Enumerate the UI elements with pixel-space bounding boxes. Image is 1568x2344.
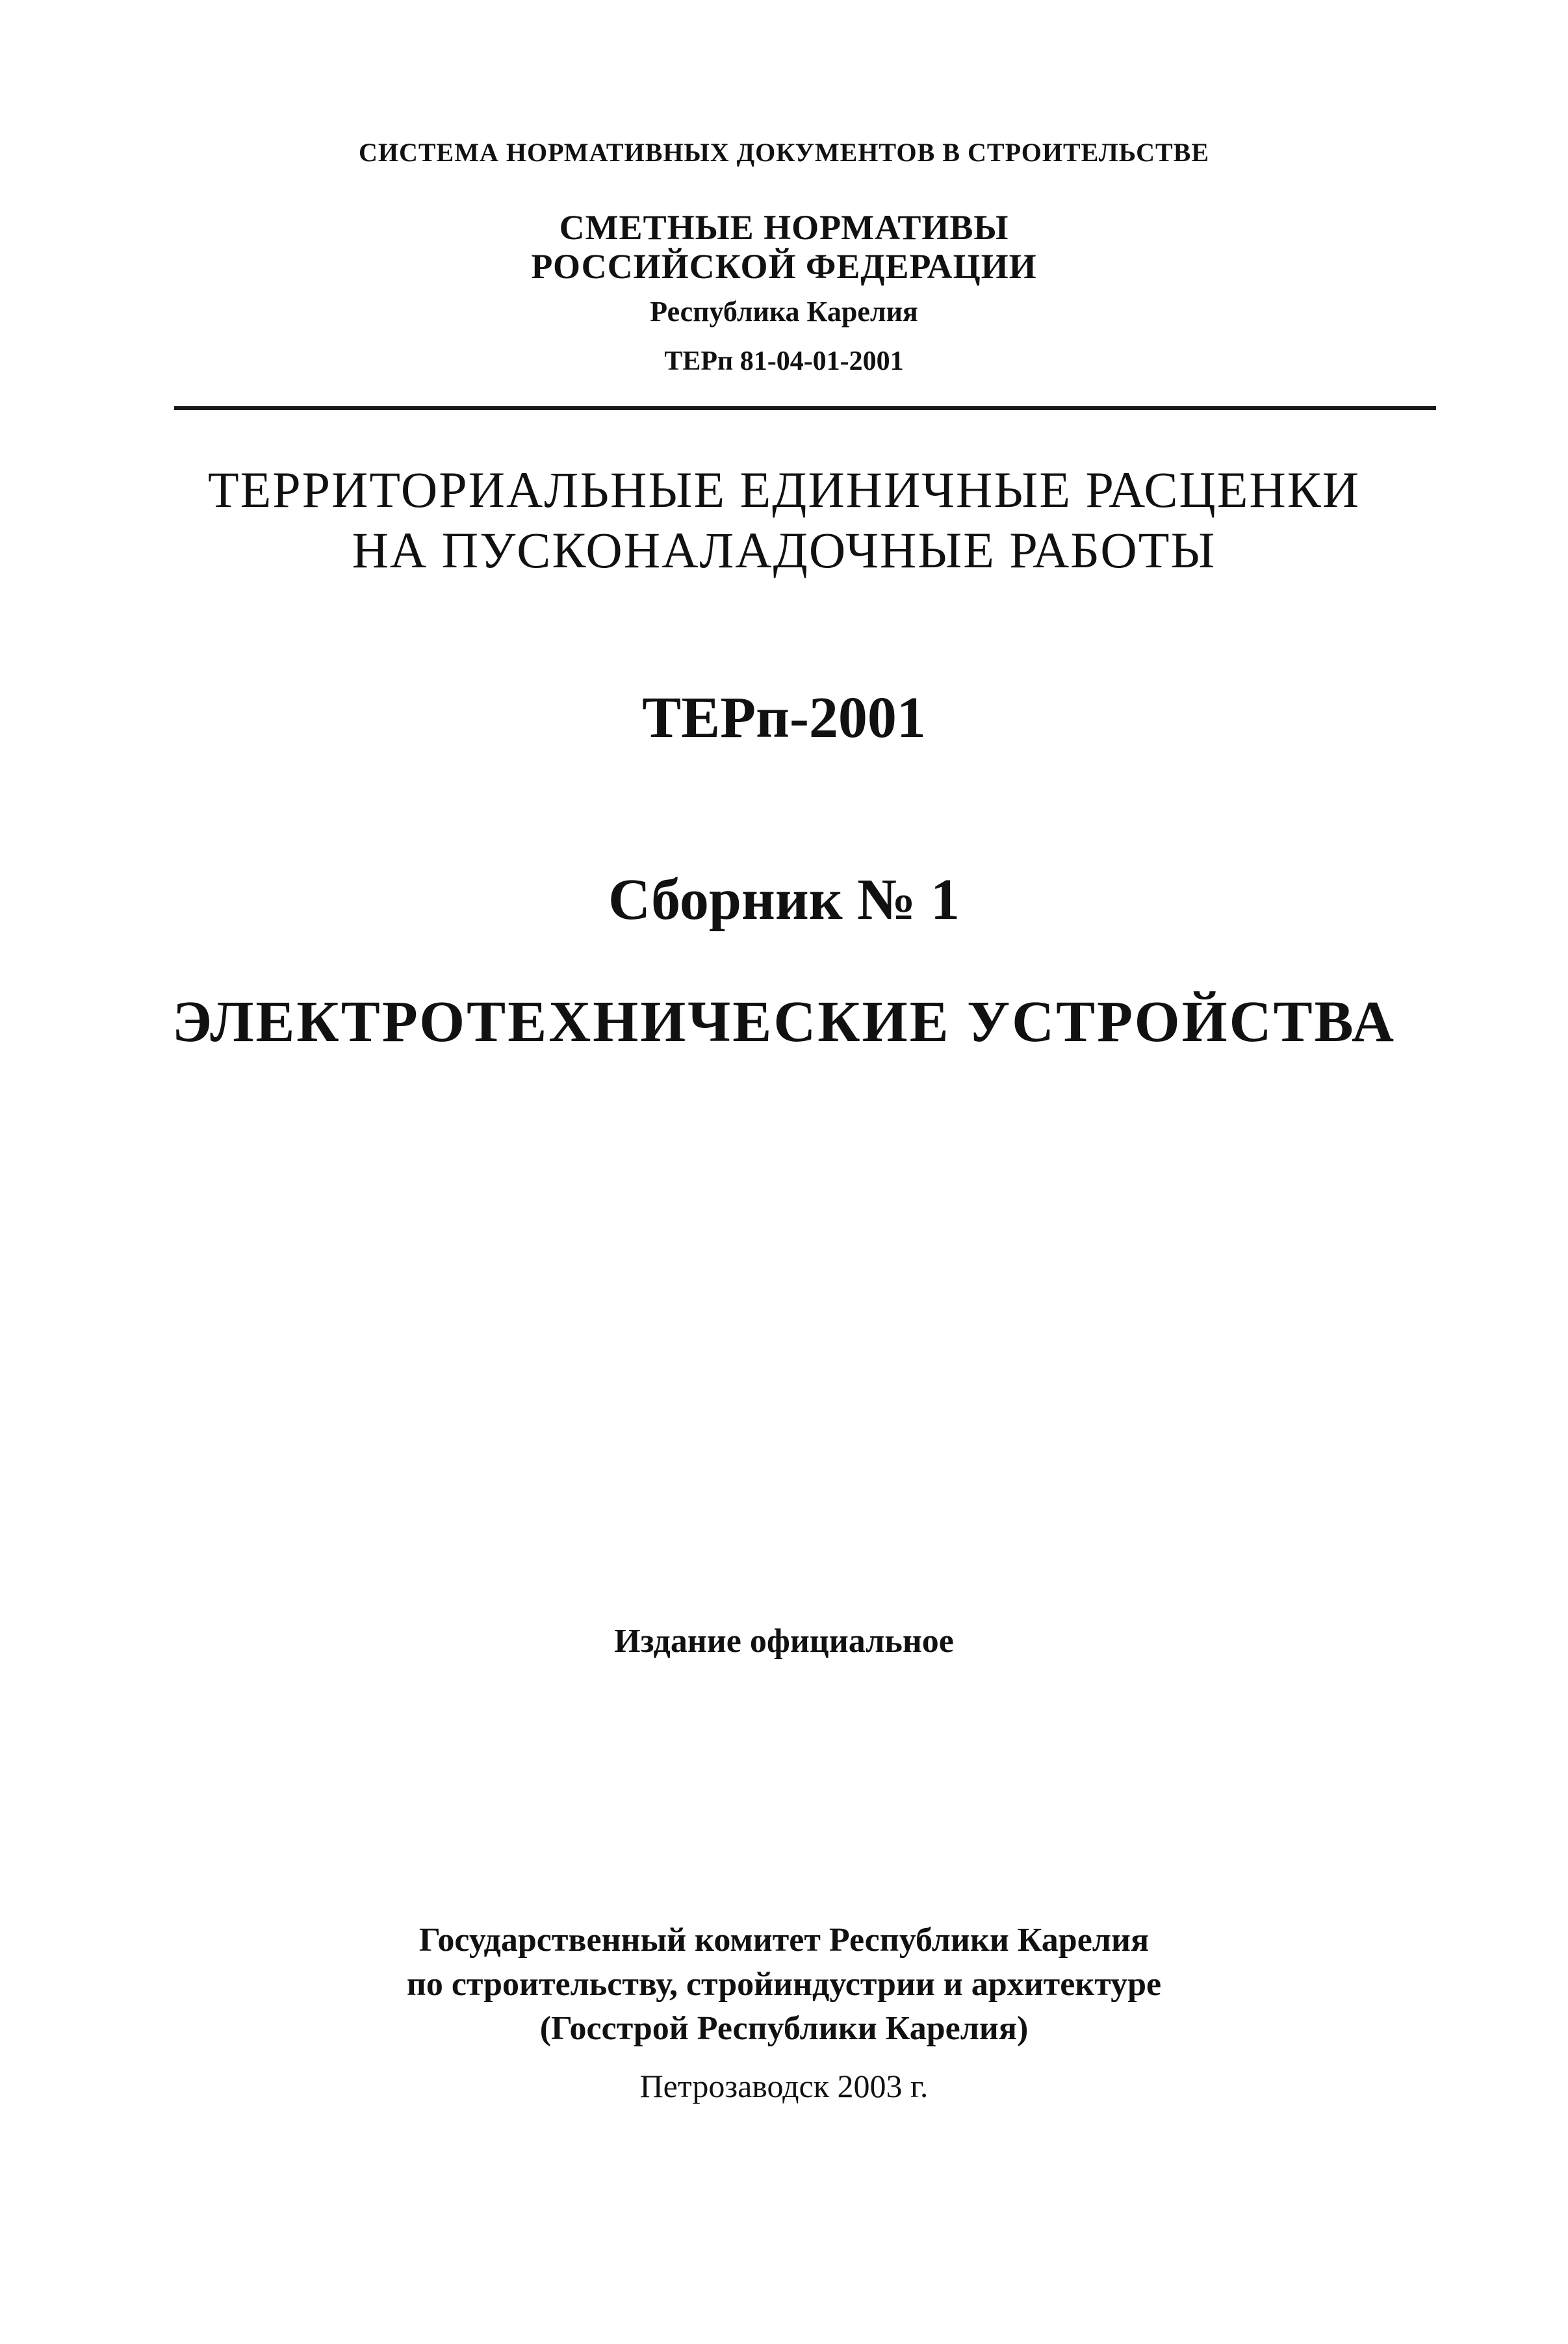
main-title-line-1: ТЕРРИТОРИАЛЬНЫЕ ЕДИНИЧНЫЕ РАСЦЕНКИ xyxy=(207,461,1361,518)
short-title: ТЕРп-2001 xyxy=(642,686,926,750)
collection-number: Сборник № 1 xyxy=(608,868,960,932)
publisher-line-1: Государственный комитет Республики Карелия xyxy=(418,1922,1150,1959)
collection-subject: ЭЛЕКТРОТЕХНИЧЕСКИЕ УСТРОЙСТВА xyxy=(172,990,1396,1054)
document-code: ТЕРп 81-04-01-2001 xyxy=(664,346,904,376)
region-name: Республика Карелия xyxy=(650,296,918,328)
imprint-city-year: Петрозаводск 2003 г. xyxy=(639,2068,929,2104)
publisher-line-2: по строительству, стройиндустрии и архитектуре xyxy=(406,1966,1162,2003)
edition-label: Издание официальное xyxy=(614,1623,954,1660)
norms-title-line-2: РОССИЙСКОЙ ФЕДЕРАЦИИ xyxy=(531,247,1037,286)
main-title-line-2: НА ПУСКОНАЛАДОЧНЫЕ РАБОТЫ xyxy=(352,522,1216,578)
header-divider xyxy=(174,406,1436,410)
document-series: СИСТЕМА НОРМАТИВНЫХ ДОКУМЕНТОВ В СТРОИТЕЛЬСТВЕ xyxy=(358,138,1210,167)
norms-title-line-1: СМЕТНЫЕ НОРМАТИВЫ xyxy=(559,208,1009,247)
publisher-line-3: (Госстрой Республики Карелия) xyxy=(539,2010,1029,2047)
